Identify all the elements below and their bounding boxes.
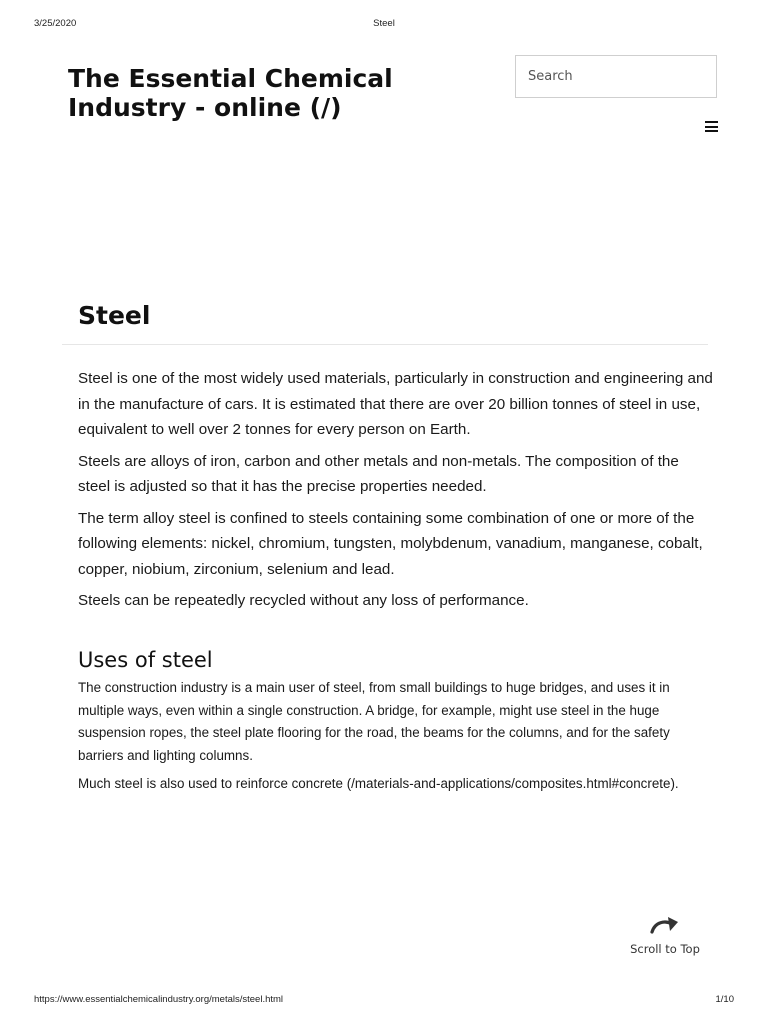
intro-paragraph: The term alloy steel is confined to steels containing some combination of one or more of the following elements: nickel, chromium, tungsten, molybdenum, vanadium, manganese, cobalt, copper, niobium, zirconium, selenium and lead. <box>78 509 703 578</box>
uses-of-steel-heading: Uses of steel <box>78 648 213 672</box>
curved-arrow-up-icon <box>649 912 681 938</box>
print-footer <box>34 994 734 1008</box>
menu-bar <box>705 121 718 123</box>
intro-paragraph: Steels are alloys of iron, carbon and other metals and non-metals. The composition of the steel is adjusted so that it has the precise properties needed. <box>78 452 679 495</box>
search-input[interactable] <box>515 55 717 98</box>
intro-paragraph: Steels can be repeatedly recycled without any loss of performance. <box>78 592 529 609</box>
print-page-number: 1/10 <box>715 994 734 1005</box>
uses-paragraph: The construction industry is a main user of steel, from small buildings to huge bridges, and uses it in multiple ways, even within a single construction. A bridge, for example, might use steel in the huge suspension ropes, the steel plate flooring for the road, the beams for the columns, and for the safety barriers and lighting columns. <box>78 680 670 763</box>
intro-text <box>78 366 714 620</box>
hamburger-menu-icon[interactable] <box>705 121 718 132</box>
print-url: https://www.essentialchemicalindustry.org/metals/steel.html <box>34 994 284 1005</box>
uses-paragraph-lead: Much steel is also used to reinforce concrete <box>78 776 347 791</box>
uses-section-text <box>78 677 708 802</box>
menu-bar <box>705 126 718 128</box>
site-title-link[interactable]: The Essential Chemical Industry - online (/) <box>68 64 393 122</box>
print-date: 3/25/2020 <box>34 18 77 29</box>
menu-bar <box>705 130 718 132</box>
uses-paragraph-tail: . <box>674 776 679 791</box>
scroll-to-top-label: Scroll to Top <box>630 942 700 956</box>
scroll-to-top-button[interactable] <box>620 912 710 956</box>
intro-paragraph: Steel is one of the most widely used materials, particularly in construction and engineering and in the manufacture of cars. It is estimated that there are over 20 billion tonnes of steel in use, equivalent to well over 2 tonnes for every person on Earth. <box>78 370 713 438</box>
title-divider <box>62 344 708 345</box>
concrete-link[interactable]: (/materials-and-applications/composites.html#concrete) <box>346 776 675 791</box>
print-page-title: Steel <box>373 18 395 29</box>
page-title: Steel <box>78 301 151 330</box>
print-header <box>34 18 734 32</box>
uses-paragraph <box>78 773 708 796</box>
